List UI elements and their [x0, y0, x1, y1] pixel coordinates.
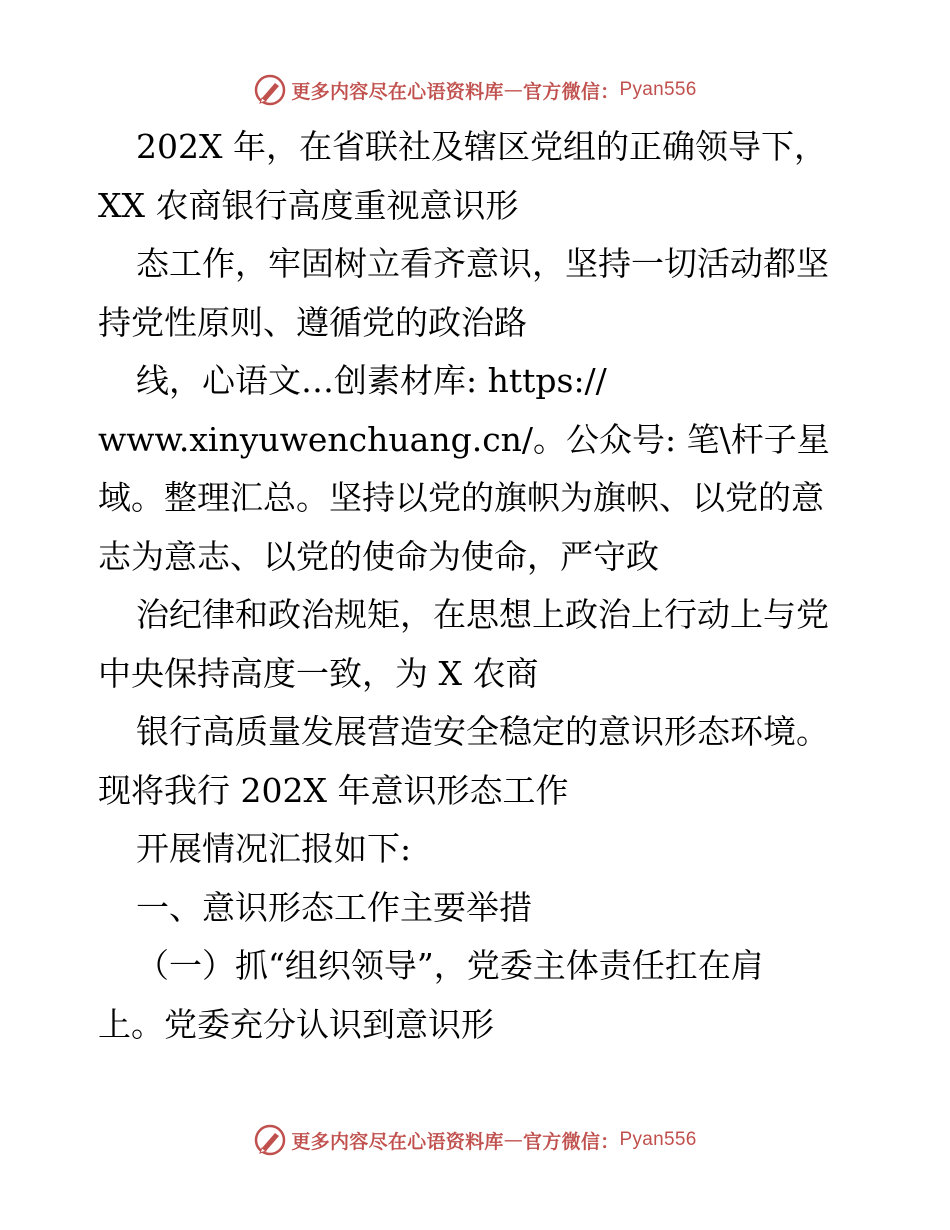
pen-logo-icon — [253, 73, 287, 107]
document-body — [98, 118, 858, 1054]
text-line: 现将我行 202X 年意识形态工作 — [98, 770, 569, 810]
text-line: 治纪律和政治规矩，在思想上政治上行动上与党 — [136, 595, 829, 634]
watermark-wechat-label: 官方微信： — [523, 80, 620, 103]
text-line: XX 农商银行高度重视意识形 — [98, 185, 519, 225]
watermark-separator: — — [503, 79, 523, 101]
watermark-footer — [0, 1120, 950, 1160]
watermark-slogan: 更多内容尽在心语资料库 — [291, 1130, 504, 1153]
text-line: 志为意志、以党的使命为使命，严守政 — [98, 536, 659, 576]
pen-logo-icon — [253, 1123, 287, 1157]
text-line: 开展情况汇报如下: — [136, 829, 412, 868]
watermark-separator: — — [503, 1129, 523, 1151]
text-line: 202X 年，在省联社及辖区党组的正确领导下， — [136, 127, 827, 166]
watermark-slogan: 更多内容尽在心语资料库 — [291, 80, 504, 103]
watermark-wechat-id: Pyan556 — [619, 1129, 697, 1150]
text-line: 态工作，牢固树立看齐意识，坚持一切活动都坚 — [136, 244, 829, 283]
watermark-header — [0, 70, 950, 110]
section-heading: 一、意识形态工作主要举措 — [136, 887, 532, 927]
subsection-heading: （一）抓“组织领导”，党委主体责任扛在肩 — [136, 946, 764, 985]
watermark-wechat-label: 官方微信： — [523, 1130, 620, 1153]
text-line: 银行高质量发展营造安全稳定的意识形态环境。 — [136, 712, 829, 751]
text-line: 上。党委充分认识到意识形 — [98, 1004, 494, 1044]
text-line: 持党性原则、遵循党的政治路 — [98, 302, 527, 342]
watermark-wechat-id: Pyan556 — [619, 79, 697, 100]
text-line: www.xinyuwenchuang.cn/。公众号: 笔\杆子星 — [98, 419, 830, 459]
text-line: 线，心语文…创素材库: https:// — [136, 361, 607, 400]
text-line: 中央保持高度一致，为 X 农商 — [98, 653, 539, 693]
text-line: 域。整理汇总。坚持以党的旗帜为旗帜、以党的意 — [98, 478, 824, 517]
